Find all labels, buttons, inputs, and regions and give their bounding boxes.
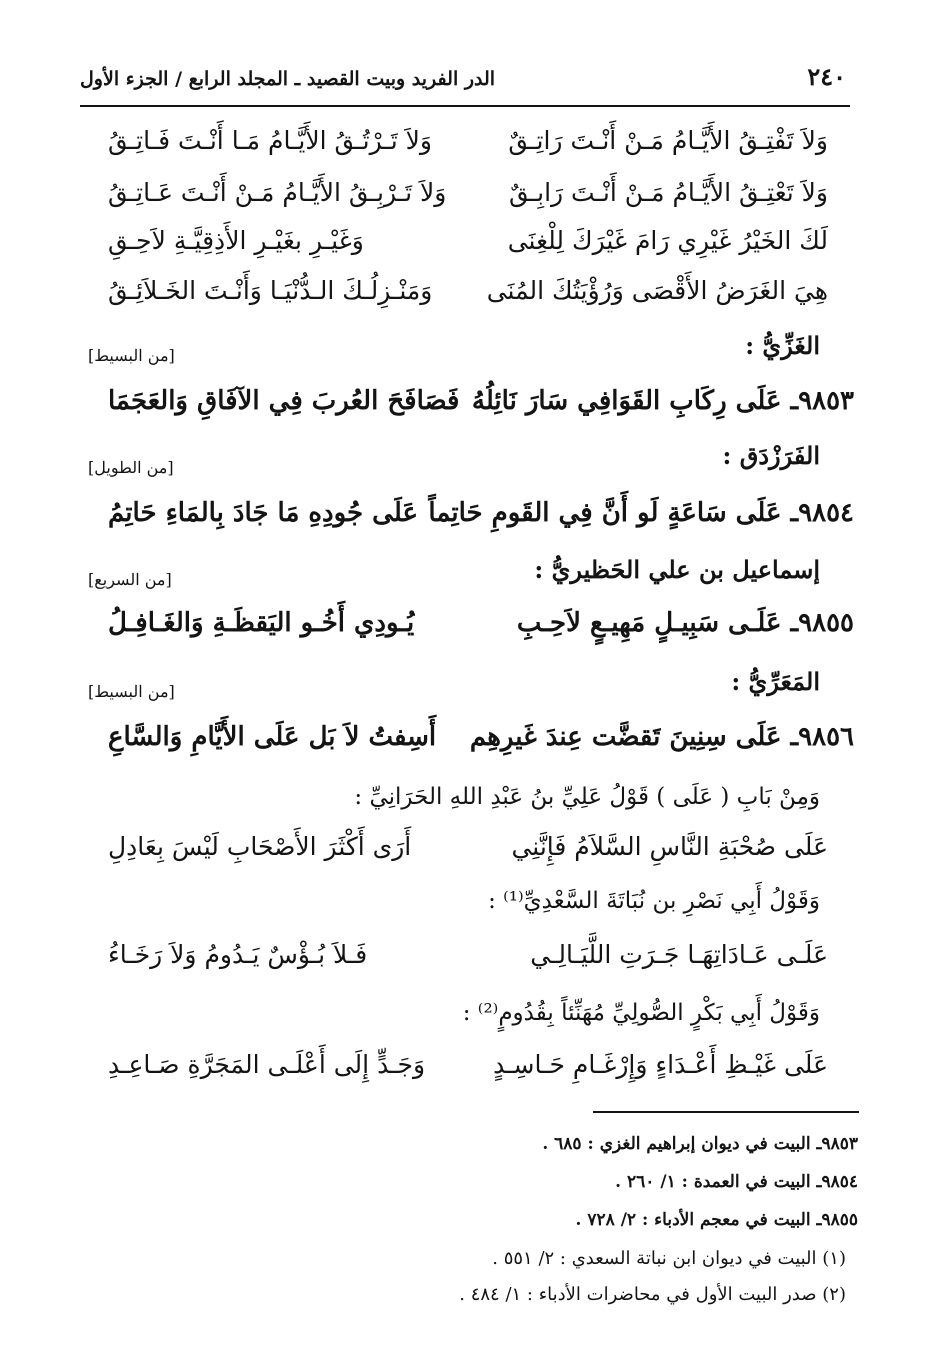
footnote: (١) البيت في ديوان ابن نباتة السعدي : ٢/ ٥٥١ . (492, 1248, 846, 1269)
meter-label: [من البسيط] (88, 682, 175, 701)
poet-name: الفَرَزْدَق : (722, 441, 820, 470)
verse-hemistich-right: هِيَ الغَرَضُ الأَقْصَى وَرُؤْيَتُكَ المُنَى (486, 276, 828, 305)
page-number: ٢٤٠ (807, 62, 846, 91)
poet-name: المَعَرِّيُّ : (731, 667, 820, 696)
verse-hemistich-left: أَسِفتُ لاَ بَل عَلَى الأَيَّامِ وَالسَّاعِ (108, 722, 437, 752)
running-title: الدر الفريد وبيت القصيد ـ المجلد الرابع / الجزء الأول (80, 68, 496, 90)
verse-hemistich-right: عَلَـى عَـادَاتِهَـا جَـرَتِ اللَّيَـالِـي (530, 940, 828, 969)
intro-line: وَقَوْلُ أَبِي بَكْرٍ الصُّولِيِّ مُهَنِّئاً بِقُدُومٍ⁽²⁾ : (462, 1000, 820, 1026)
verse-hemistich-right: ٩٨٥٥ـ عَلَـى سَبِيـلٍ مَهِيـعٍ لاَحِـبِ (516, 608, 854, 638)
verse-hemistich-left: وَلاَ تَـرْبِـقُ الأَيَّـامُ مَـنْ أَنْـتَ عَـاتِـقُ (108, 178, 447, 207)
meter-label: [من الطويل] (88, 458, 174, 477)
verse-hemistich-left: وَغَيْـرِ بغَيْـرِ الأَذِقِيَّـةِ لاَحِـقِ (108, 226, 364, 255)
verse-hemistich-left: وَمَنْـزِلُـكَ الـدُّنْيَـا وَأَنْـتَ الخَـلاَئِـقُ (108, 276, 433, 305)
verse-hemistich-right: ٩٨٥٤ـ عَلَى سَاعَةٍ لَو أَنَّ فِي القَومِ حَاتِماً (428, 498, 854, 528)
page-header (80, 60, 846, 104)
verse-hemistich-right: عَلَى صُحْبَةِ النَّاسِ السَّلاَمُ فَإِنَّنِي (511, 832, 828, 861)
meter-label: [من البسيط] (88, 346, 175, 365)
verse-hemistich-left: عَلَى جُودِهِ مَا جَادَ بِالمَاءِ حَاتِمُ (108, 498, 418, 528)
footnote-rule (593, 1111, 859, 1113)
footnote: ٩٨٥٤ـ البيت في العمدة : ١/ ٢٦٠ . (615, 1172, 858, 1192)
verse-hemistich-left: أَرَى أَكْثَرَ الأَصْحَابِ لَيْسَ بِعَادِلِ (108, 832, 412, 861)
verse-hemistich-left: فَصَافَحَ العُربَ فِي الآفَاقِ وَالعَجَمَا (108, 386, 460, 416)
poet-name: الغَزِّيُّ : (745, 331, 820, 360)
intro-line: وَمِنْ بَابِ ( عَلَى ) قَوْلُ عَلِيِّ بنُ عَبْدِ اللهِ الحَرَانِيِّ : (354, 784, 820, 810)
footnote: (٢) صدر البيت الأول في محاضرات الأدباء : ١/ ٤٨٤ . (459, 1284, 846, 1305)
verse-hemistich-right: ٩٨٥٣ـ عَلَى رِكَابِ القَوَافِي سَارَ نَائِلُهُ (471, 386, 854, 416)
meter-label: [من السريع] (88, 570, 172, 589)
header-rule (80, 105, 850, 107)
verse-hemistich-left: وَلاَ تَـرْتُـقُ الأَيَّـامُ مَـا أَنْـتَ فَـاتِـقُ (108, 126, 432, 155)
verse-hemistich-left: وَجَـدٍّ إِلَى أَعْلَـى المَجَرَّةِ صَـاعِـدِ (108, 1050, 426, 1079)
poet-name: إسماعيل بن علي الحَظيريُّ : (534, 555, 820, 584)
verse-hemistich-right: وَلاَ تَفْتِـقُ الأَيَّـامُ مَـنْ أَنْـتَ رَاتِـقٌ (508, 126, 828, 155)
verse-hemistich-left: فَـلاَ بُـؤْسٌ يَـدُومُ وَلاَ رَخَـاءُ (108, 940, 368, 969)
verse-hemistich-left: يُـودِي أَخُـو اليَقظَـةِ وَالغَـافِـلُ (108, 608, 415, 638)
footnote: ٩٨٥٥ـ البيت في معجم الأدباء : ٢/ ٧٢٨ . (575, 1210, 858, 1230)
footnote: ٩٨٥٣ـ البيت في ديوان إبراهيم الغزي : ٦٨٥ . (542, 1134, 858, 1154)
intro-line: وَقَوْلُ أَبِي نَصْرِ بن نُبَاتَةَ السَّعْدِيِّ⁽¹⁾ : (488, 888, 820, 914)
verse-hemistich-right: عَلَى غَيْـظِ أَعْـدَاءٍ وَإِرْغَـامِ حَـاسِـدٍ (493, 1050, 828, 1079)
verse-hemistich-right: ٩٨٥٦ـ عَلَى سِنِينَ تَقضَّت عِندَ غَيرِهِم (469, 722, 854, 752)
verse-hemistich-right: لَكَ الخَيْرُ غَيْرِي رَامَ غَيْرَكَ لِلْغِنَى (507, 226, 828, 255)
verse-hemistich-right: وَلاَ تَعْتِـقُ الأَيَّـامُ مَـنْ أَنْـتَ رَابِـقٌ (508, 178, 828, 207)
